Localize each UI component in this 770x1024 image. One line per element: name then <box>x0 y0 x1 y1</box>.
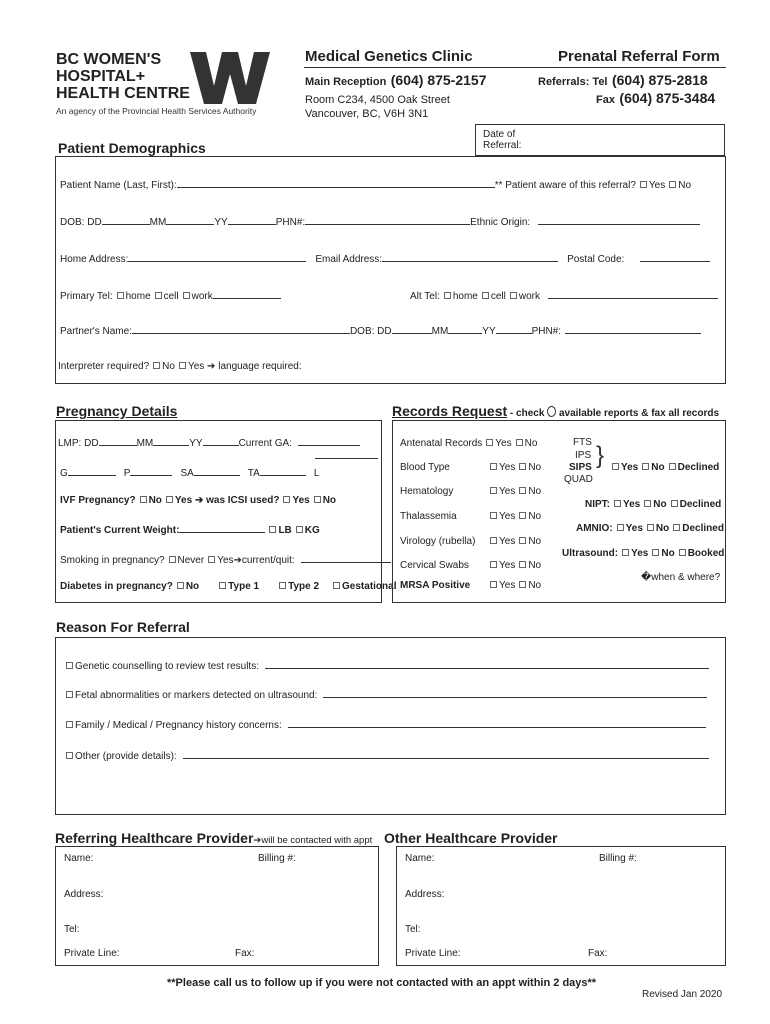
dob-row: DOB: DD MM YY PHN#: Ethnic Origin: <box>60 215 700 228</box>
records-item-hematology: Hematology <box>400 486 454 497</box>
date-of-referral-label-2: Referral: <box>483 140 522 151</box>
nipt-declined-checkbox[interactable] <box>671 500 678 507</box>
records-item-virology: Virology (rubella) <box>400 536 476 547</box>
primary-cell-checkbox[interactable] <box>155 292 162 299</box>
logo-line-1: BC WOMEN'S <box>56 51 162 68</box>
lb-checkbox[interactable] <box>269 526 276 533</box>
amnio-yes-checkbox[interactable] <box>617 524 624 531</box>
other-address-label[interactable]: Address: <box>405 889 445 900</box>
diabetes-row: Diabetes in pregnancy? No Type 1 Type 2 Gestational <box>60 581 397 592</box>
aware-no-checkbox[interactable] <box>669 181 676 188</box>
virology-options: Yes No <box>486 536 541 547</box>
reason-item-other: Other (provide details): <box>62 749 709 762</box>
phn-input[interactable] <box>305 215 470 225</box>
screen-options: Yes No Declined <box>608 462 719 473</box>
p-input[interactable] <box>130 466 172 476</box>
partner-dob-yy-input[interactable] <box>496 324 532 334</box>
address-line-1: Room C234, 4500 Oak Street <box>305 94 450 106</box>
partner-dob-mm-input[interactable] <box>448 324 482 334</box>
bloodtype-no-checkbox[interactable] <box>519 463 526 470</box>
screen-sips: SIPS <box>569 462 592 473</box>
when-where-label: �when & where? <box>641 572 721 583</box>
records-item-bloodtype: Blood Type <box>400 462 450 473</box>
alt-tel-row: Alt Tel: home cell work <box>410 289 718 302</box>
referrals-fax: Fax (604) 875-3484 <box>596 90 716 106</box>
ivf-no-checkbox[interactable] <box>140 496 147 503</box>
postal-code-input[interactable] <box>640 252 710 262</box>
nipt-no-checkbox[interactable] <box>644 500 651 507</box>
records-item-mrsa: MRSA Positive <box>400 580 471 591</box>
form-title: Prenatal Referral Form <box>558 48 720 65</box>
address-line-2: Vancouver, BC, V6H 3N1 <box>305 108 429 120</box>
ref-name-label[interactable]: Name: <box>64 853 94 864</box>
mrsa-yes-checkbox[interactable] <box>490 581 497 588</box>
reason-item-fetal: Fetal abnormalities or markers detected on ultrasound: <box>62 688 707 701</box>
sa-input[interactable] <box>194 466 240 476</box>
hematology-options: Yes No <box>486 486 541 497</box>
amnio-declined-checkbox[interactable] <box>673 524 680 531</box>
gpsatal-row: G P SA TA L <box>60 468 320 479</box>
smoking-details-input[interactable] <box>301 553 391 563</box>
other-billing-label[interactable]: Billing #: <box>599 853 637 864</box>
records-item-antenatal: Antenatal Records Yes No <box>400 438 538 449</box>
revised-date: Revised Jan 2020 <box>642 989 723 1000</box>
partner-phn-input[interactable] <box>565 324 701 334</box>
bloodtype-yes-checkbox[interactable] <box>490 463 497 470</box>
other-fax-label[interactable]: Fax: <box>588 948 608 959</box>
cervical-no-checkbox[interactable] <box>519 561 526 568</box>
reason-fetal-input[interactable] <box>323 688 707 698</box>
screen-declined-checkbox[interactable] <box>669 463 676 470</box>
reason-genetic-checkbox[interactable] <box>66 662 73 669</box>
screen-quad: QUAD <box>564 474 593 485</box>
bcw-logo-mark-icon <box>190 52 270 104</box>
alt-home-checkbox[interactable] <box>444 292 451 299</box>
hematology-no-checkbox[interactable] <box>519 487 526 494</box>
lmp-row: LMP: DD MM YY Current GA: <box>58 436 360 449</box>
weight-input[interactable] <box>179 523 265 533</box>
weight-row: Patient's Current Weight: LB KG <box>60 525 320 536</box>
records-item-cervical: Cervical Swabs <box>400 560 469 571</box>
antenatal-yes-checkbox[interactable] <box>486 439 493 446</box>
hematology-yes-checkbox[interactable] <box>490 487 497 494</box>
ref-tel-label[interactable]: Tel: <box>64 924 80 935</box>
main-reception: Main Reception (604) 875-2157 <box>305 72 487 88</box>
screen-fts: FTS <box>573 437 592 448</box>
ivf-row: IVF Pregnancy? No Yes ➔ was ICSI used? Yes No <box>60 495 337 506</box>
records-request-title: Records Request - check available reports & fax all records <box>392 403 720 419</box>
reason-other-input[interactable] <box>183 749 709 759</box>
ref-address-label[interactable]: Address: <box>64 889 104 900</box>
ref-billing-label[interactable]: Billing #: <box>258 853 296 864</box>
kg-checkbox[interactable] <box>296 526 303 533</box>
date-of-referral-label-1: Date of <box>483 129 516 140</box>
partner-name-input[interactable] <box>132 324 350 334</box>
reason-genetic-input[interactable] <box>265 659 709 669</box>
other-provider-title: Other Healthcare Provider <box>384 830 558 846</box>
other-name-label[interactable]: Name: <box>405 853 435 864</box>
primary-tel-input[interactable] <box>213 289 281 299</box>
diabetes-type2-checkbox[interactable] <box>279 582 286 589</box>
logo-line-2: HOSPITAL+ <box>56 68 146 85</box>
amnio-row: AMNIO: Yes No Declined <box>576 523 724 534</box>
reason-item-history: Family / Medical / Pregnancy history concerns: <box>62 718 706 731</box>
pregnancy-details-title: Pregnancy Details <box>56 403 178 419</box>
nipt-row: NIPT: Yes No Declined <box>585 499 722 510</box>
ref-fax-label[interactable]: Fax: <box>235 948 255 959</box>
smoking-row: Smoking in pregnancy? Never Yes➔current/quit: <box>60 553 391 566</box>
thalassemia-no-checkbox[interactable] <box>519 512 526 519</box>
patient-name-input[interactable] <box>177 178 495 188</box>
lmp-yy-input[interactable] <box>203 436 239 446</box>
ethnic-origin-input[interactable] <box>538 215 700 225</box>
icsi-no-checkbox[interactable] <box>314 496 321 503</box>
reason-fetal-checkbox[interactable] <box>66 691 73 698</box>
reason-history-input[interactable] <box>288 718 706 728</box>
primary-home-checkbox[interactable] <box>117 292 124 299</box>
lmp-mm-input[interactable] <box>153 436 189 446</box>
patient-demographics-title: Patient Demographics <box>58 140 206 156</box>
other-private-line-label[interactable]: Private Line: <box>405 948 461 959</box>
current-ga-input[interactable] <box>298 436 360 446</box>
alt-work-checkbox[interactable] <box>510 292 517 299</box>
records-item-thalassemia: Thalassemia <box>400 511 457 522</box>
ultrasound-yes-checkbox[interactable] <box>622 549 629 556</box>
virology-no-checkbox[interactable] <box>519 537 526 544</box>
smoking-yes-checkbox[interactable] <box>208 556 215 563</box>
screen-ips: IPS <box>575 450 592 461</box>
other-tel-label[interactable]: Tel: <box>405 924 421 935</box>
nipt-yes-checkbox[interactable] <box>614 500 621 507</box>
home-address-input[interactable] <box>128 252 306 262</box>
cervical-options: Yes No <box>486 560 541 571</box>
cervical-yes-checkbox[interactable] <box>490 561 497 568</box>
dob-mm-input[interactable] <box>166 215 214 225</box>
interpreter-row: Interpreter required? No Yes ➔ language required: <box>58 361 302 372</box>
footer-note: **Please call us to follow up if you were not contacted with an appt within 2 days** <box>167 977 597 989</box>
thalassemia-options: Yes No <box>486 511 541 522</box>
diabetes-no-checkbox[interactable] <box>177 582 184 589</box>
logo-tagline: An agency of the Provincial Health Services Authority <box>56 106 257 116</box>
reason-history-checkbox[interactable] <box>66 721 73 728</box>
primary-work-checkbox[interactable] <box>183 292 190 299</box>
screen-yes-checkbox[interactable] <box>612 463 619 470</box>
alt-tel-input[interactable] <box>548 289 718 299</box>
alt-cell-checkbox[interactable] <box>482 292 489 299</box>
smoking-never-checkbox[interactable] <box>169 556 176 563</box>
ultrasound-row: Ultrasound: Yes No Booked <box>562 548 725 559</box>
dob-dd-input[interactable] <box>102 215 150 225</box>
ta-input[interactable] <box>260 466 306 476</box>
lmp-dd-input[interactable] <box>99 436 137 446</box>
bloodtype-options: Yes No <box>486 462 541 473</box>
ultrasound-booked-checkbox[interactable] <box>679 549 686 556</box>
partner-dob-dd-input[interactable] <box>392 324 432 334</box>
referrals-tel: Referrals: Tel (604) 875-2818 <box>538 72 708 88</box>
screen-no-checkbox[interactable] <box>642 463 649 470</box>
mrsa-no-checkbox[interactable] <box>519 581 526 588</box>
interpreter-yes-checkbox[interactable] <box>179 362 186 369</box>
partner-row: Partner's Name: DOB: DD MM YY PHN#: <box>60 324 701 337</box>
ultrasound-no-checkbox[interactable] <box>652 549 659 556</box>
home-address-row: Home Address: Email Address: Postal Code: <box>60 252 710 265</box>
patient-name-row: Patient Name (Last, First): ** Patient aware of this referral? Yes No <box>60 180 692 191</box>
thalassemia-yes-checkbox[interactable] <box>490 512 497 519</box>
aware-yes-checkbox[interactable] <box>640 181 647 188</box>
ref-private-line-label[interactable]: Private Line: <box>64 948 120 959</box>
icsi-yes-checkbox[interactable] <box>283 496 290 503</box>
antenatal-no-checkbox[interactable] <box>516 439 523 446</box>
clinic-name: Medical Genetics Clinic <box>305 48 473 65</box>
diabetes-gestational-checkbox[interactable] <box>333 582 340 589</box>
interpreter-no-checkbox[interactable] <box>153 362 160 369</box>
referring-provider-title: Referring Healthcare Provider➔will be contacted with appt <box>55 830 373 846</box>
amnio-no-checkbox[interactable] <box>647 524 654 531</box>
logo-line-3: HEALTH CENTRE <box>56 85 190 102</box>
email-input[interactable] <box>382 252 558 262</box>
diabetes-type1-checkbox[interactable] <box>219 582 226 589</box>
dob-yy-input[interactable] <box>228 215 276 225</box>
virology-yes-checkbox[interactable] <box>490 537 497 544</box>
g-input[interactable] <box>68 466 116 476</box>
reason-item-genetic: Genetic counselling to review test results: <box>62 659 709 672</box>
ivf-yes-checkbox[interactable] <box>166 496 173 503</box>
screen-brace-icon: } <box>596 442 605 469</box>
primary-tel-row: Primary Tel: home cell work <box>60 289 281 302</box>
reason-other-checkbox[interactable] <box>66 752 73 759</box>
mrsa-options: Yes No <box>486 580 541 591</box>
reason-for-referral-title: Reason For Referral <box>56 619 190 635</box>
